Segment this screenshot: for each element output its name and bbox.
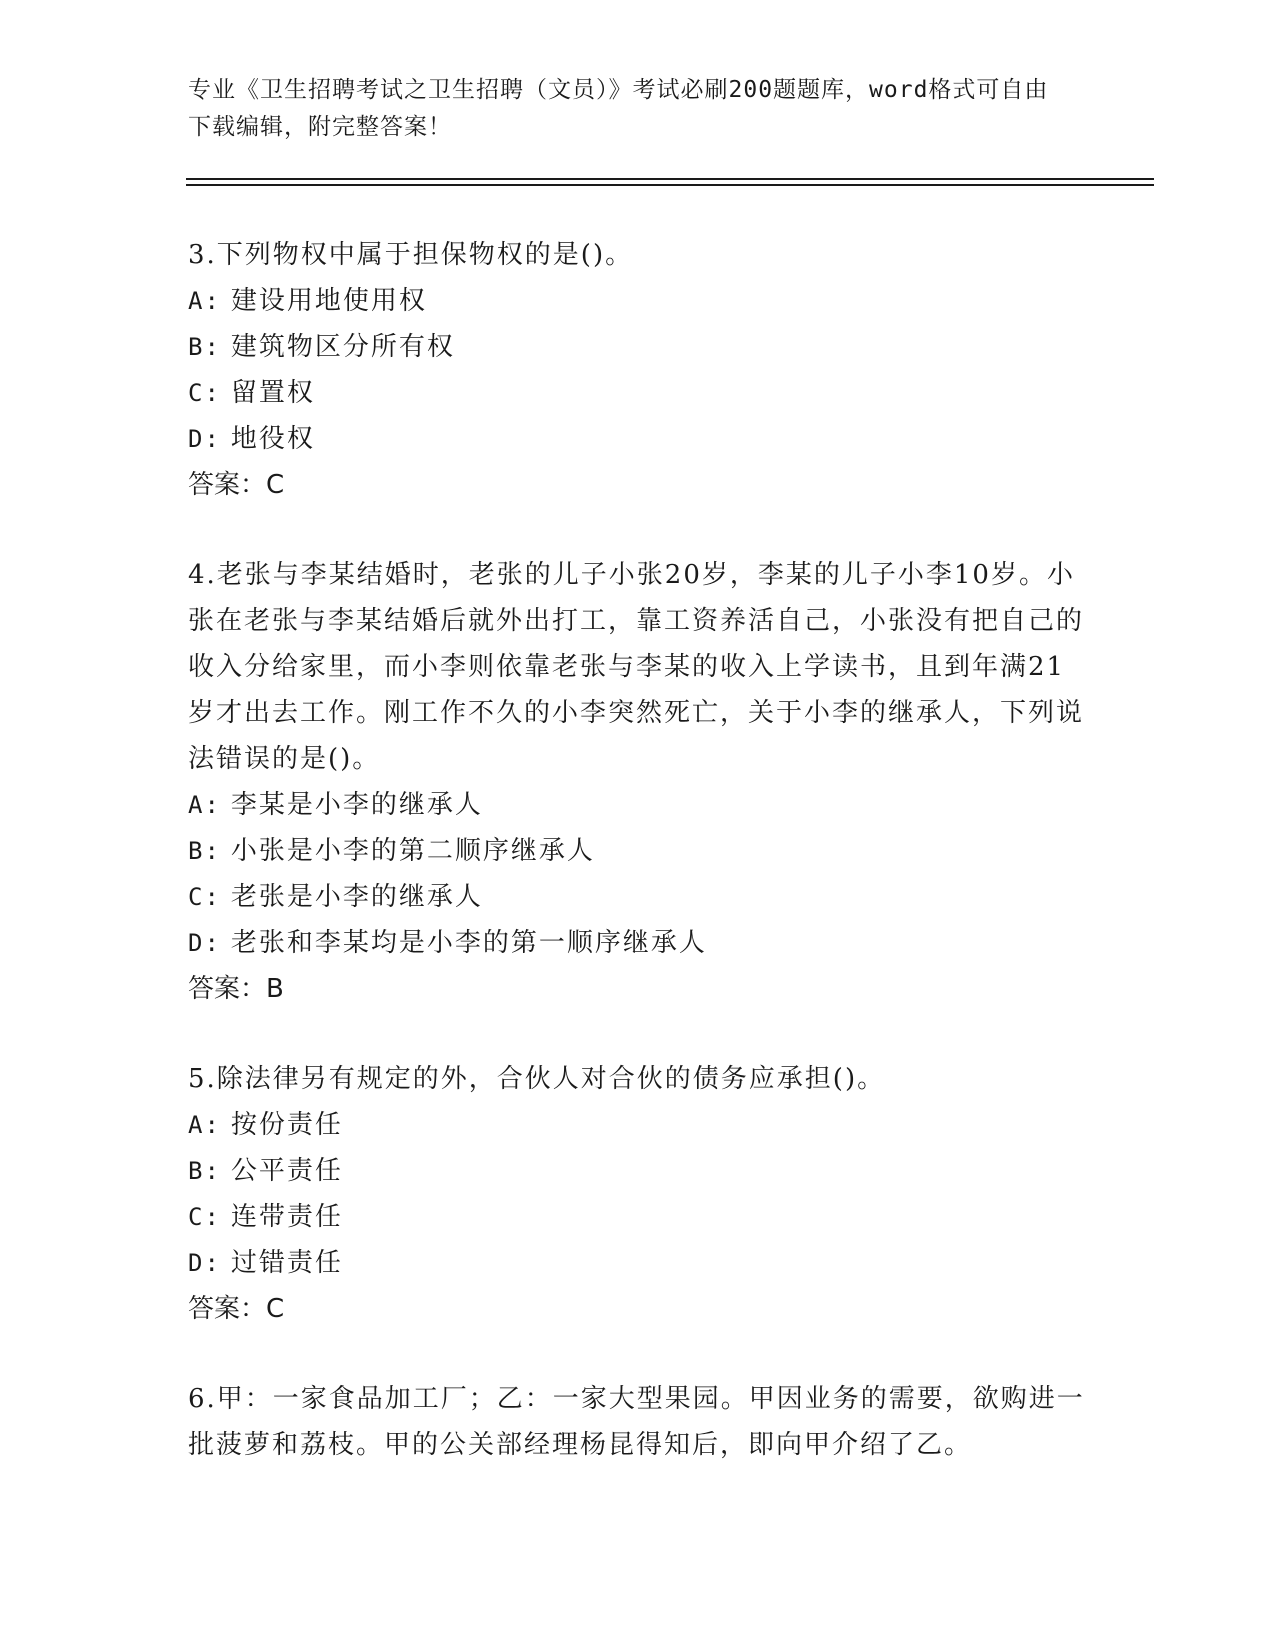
option-c [188, 874, 1088, 920]
answer: 答案：C [188, 470, 285, 500]
question-stem: 3.下列物权中属于担保物权的是()。 [188, 240, 634, 270]
answer: 答案：B [188, 974, 284, 1004]
option-text: 留置权 [230, 378, 315, 408]
question-5 [188, 1056, 1088, 1332]
question-4 [188, 552, 1088, 1012]
question-list [188, 232, 1088, 1512]
option-key: A: [188, 1111, 221, 1139]
document-header: 专业《卫生招聘考试之卫生招聘（文员）》考试必刷200题题库，word格式可自由下载编辑，附完整答案！ [188, 77, 1049, 140]
option-text: 老张是小李的继承人 [230, 882, 483, 912]
answer: 答案：C [188, 1294, 285, 1324]
option-key: A: [188, 287, 221, 315]
option-d [188, 1240, 1088, 1286]
option-text: 李某是小李的继承人 [230, 790, 483, 820]
option-key: B: [188, 1157, 221, 1185]
option-text: 建设用地使用权 [230, 286, 427, 316]
option-key: D: [188, 1249, 221, 1277]
option-a [188, 782, 1088, 828]
question-stem: 4.老张与李某结婚时，老张的儿子小张20岁，李某的儿子小李10岁。小张在老张与李某结婚后就外出打工，靠工资养活自己，小张没有把自己的收入分给家里，而小李则依靠老张与李某的收入上学读书，且到年满21岁才出去工作。刚工作不久的小李突然死亡，关于小李的继承人，下列说法错误的是()。 [188, 560, 1085, 774]
option-key: C: [188, 883, 221, 911]
option-text: 老张和李某均是小李的第一顺序继承人 [230, 928, 707, 958]
option-key: A: [188, 791, 221, 819]
option-key: C: [188, 1203, 221, 1231]
option-c [188, 1194, 1088, 1240]
option-b [188, 828, 1088, 874]
question-3 [188, 232, 1088, 508]
option-key: B: [188, 333, 221, 361]
option-c [188, 370, 1088, 416]
header-divider [186, 178, 1154, 186]
option-key: C: [188, 379, 221, 407]
option-b [188, 1148, 1088, 1194]
question-stem: 5.除法律另有规定的外，合伙人对合伙的债务应承担()。 [188, 1064, 886, 1094]
option-text: 过错责任 [230, 1248, 343, 1278]
option-a [188, 1102, 1088, 1148]
option-a [188, 278, 1088, 324]
question-6 [188, 1376, 1088, 1468]
option-text: 小张是小李的第二顺序继承人 [230, 836, 595, 866]
option-b [188, 324, 1088, 370]
option-d [188, 416, 1088, 462]
question-stem: 6.甲：一家食品加工厂；乙：一家大型果园。甲因业务的需要，欲购进一批菠萝和荔枝。甲的公关部经理杨昆得知后，即向甲介绍了乙。 [188, 1384, 1085, 1460]
option-text: 按份责任 [230, 1110, 343, 1140]
option-d [188, 920, 1088, 966]
option-text: 连带责任 [230, 1202, 343, 1232]
option-text: 地役权 [230, 424, 315, 454]
option-text: 建筑物区分所有权 [230, 332, 455, 362]
option-key: B: [188, 837, 221, 865]
option-text: 公平责任 [230, 1156, 343, 1186]
option-key: D: [188, 425, 221, 453]
option-key: D: [188, 929, 221, 957]
